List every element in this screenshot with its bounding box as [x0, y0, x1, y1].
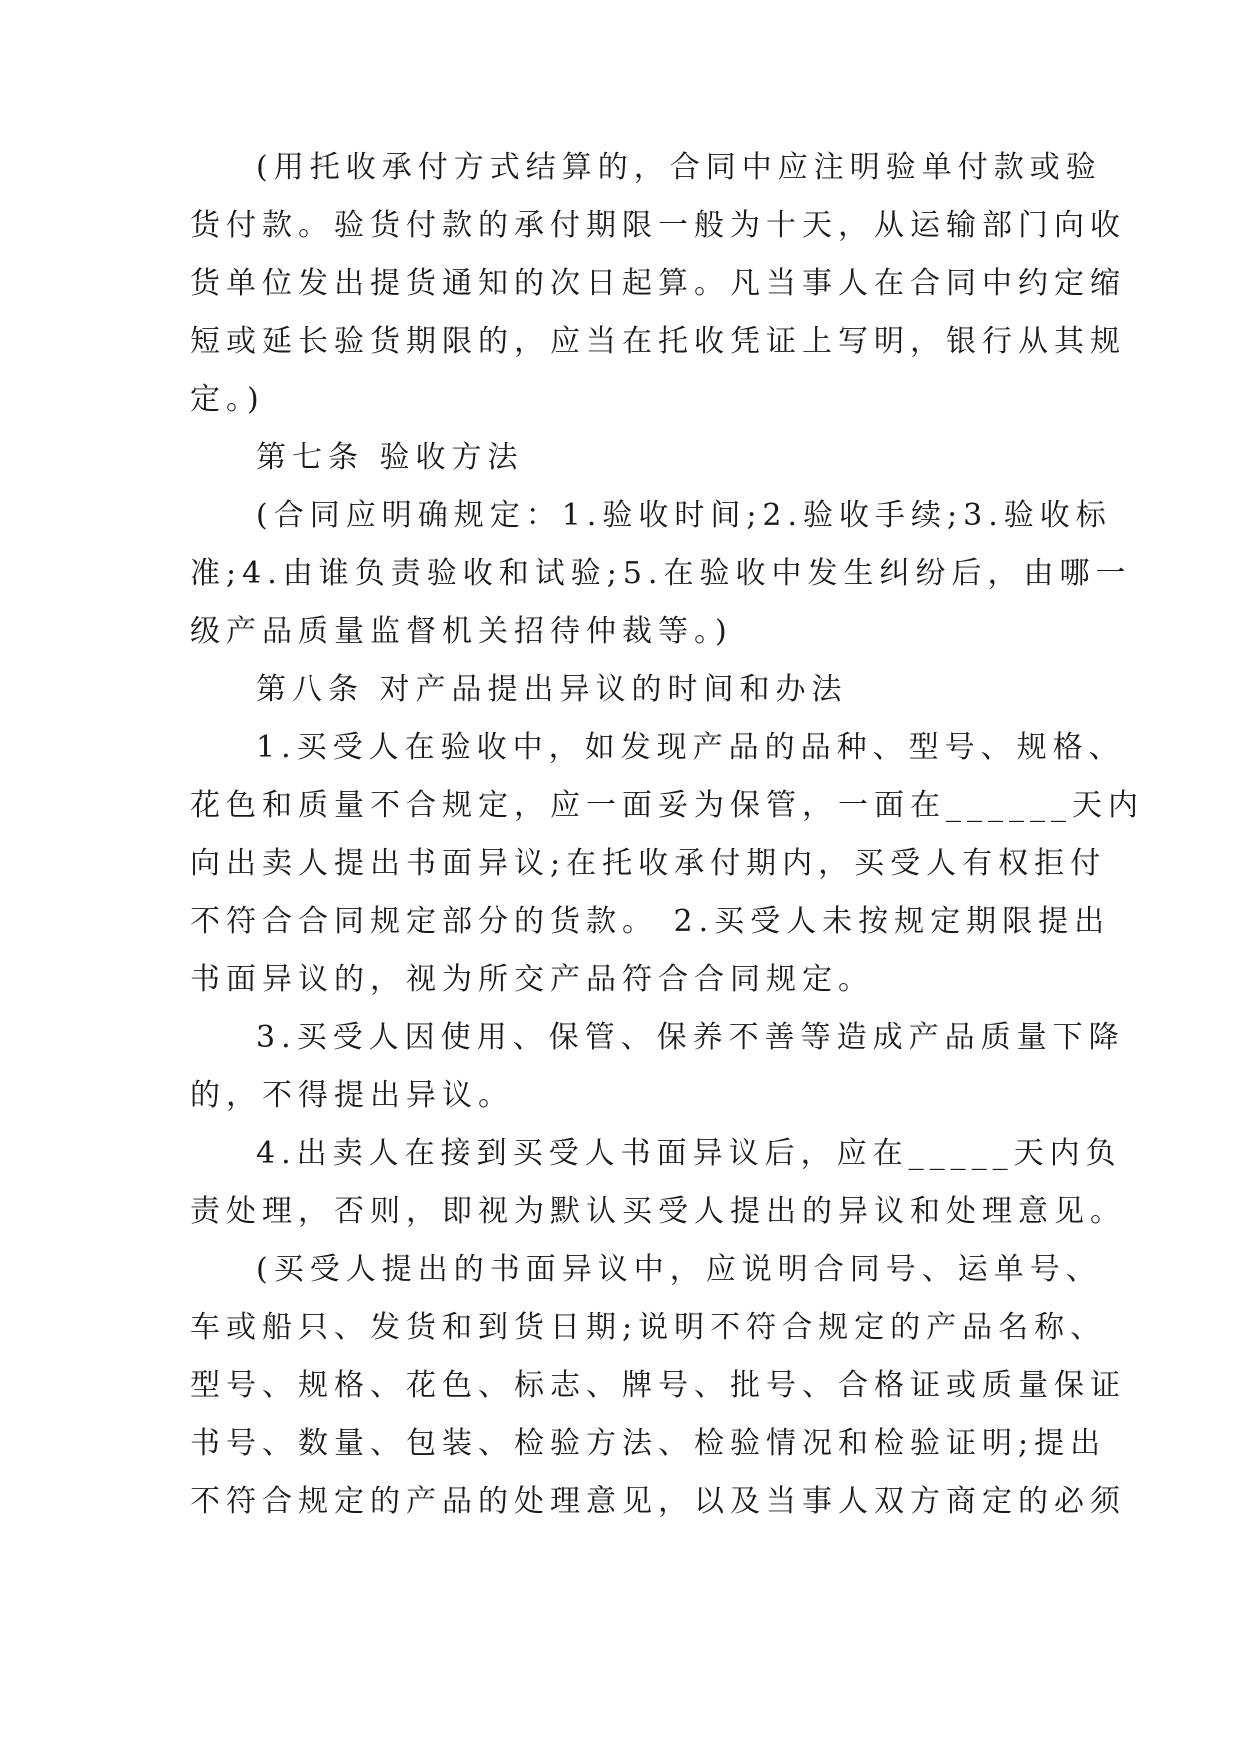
text-line: 不符合合同规定部分的货款。 2.买受人未按规定期限提出	[190, 904, 1111, 939]
text-line: 责处理，否则，即视为默认买受人提出的异议和处理意见。	[190, 1194, 1126, 1229]
text-line: (合同应明确规定：1.验收时间;2.验收手续;3.验收标	[256, 498, 1112, 533]
text-line: 的，不得提出异议。	[190, 1078, 514, 1113]
text-line: 级产品质量监督机关招待仲裁等。)	[190, 614, 733, 649]
text-line: 3.买受人因使用、保管、保养不善等造成产品质量下降	[256, 1020, 1125, 1055]
text-line: 短或延长验货期限的，应当在托收凭证上写明，银行从其规	[190, 324, 1126, 359]
text-line: 花色和质量不合规定，应一面妥为保管，一面在______天内	[190, 788, 1144, 823]
section-heading: 第八条 对产品提出异议的时间和办法	[256, 672, 848, 707]
text-line: 4.出卖人在接到买受人书面异议后，应在_____天内负	[256, 1136, 1122, 1171]
text-line: (买受人提出的书面异议中，应说明合同号、运单号、	[256, 1252, 1102, 1287]
text-line: 型号、规格、花色、标志、牌号、批号、合格证或质量保证	[190, 1368, 1126, 1403]
text-line: 车或船只、发货和到货日期;说明不符合规定的产品名称、	[190, 1310, 1107, 1345]
text-line: 书号、数量、包装、检验方法、检验情况和检验证明;提出	[190, 1426, 1107, 1461]
text-line: (用托收承付方式结算的，合同中应注明验单付款或验	[256, 150, 1102, 185]
section-heading: 第七条 验收方法	[256, 440, 524, 475]
text-line: 定。)	[190, 382, 265, 417]
text-line: 货付款。验货付款的承付期限一般为十天，从运输部门向收	[190, 208, 1126, 243]
text-line: 1.买受人在验收中，如发现产品的品种、型号、规格、	[256, 730, 1125, 765]
text-line: 准;4.由谁负责验收和试验;5.在验收中发生纠纷后，由哪一	[190, 556, 1132, 591]
text-line: 不符合规定的产品的处理意见，以及当事人双方商定的必须	[190, 1484, 1126, 1519]
text-line: 书面异议的，视为所交产品符合合同规定。	[190, 962, 874, 997]
text-line: 货单位发出提货通知的次日起算。凡当事人在合同中约定缩	[190, 266, 1126, 301]
text-line: 向出卖人提出书面异议;在托收承付期内，买受人有权拒付	[190, 846, 1107, 881]
